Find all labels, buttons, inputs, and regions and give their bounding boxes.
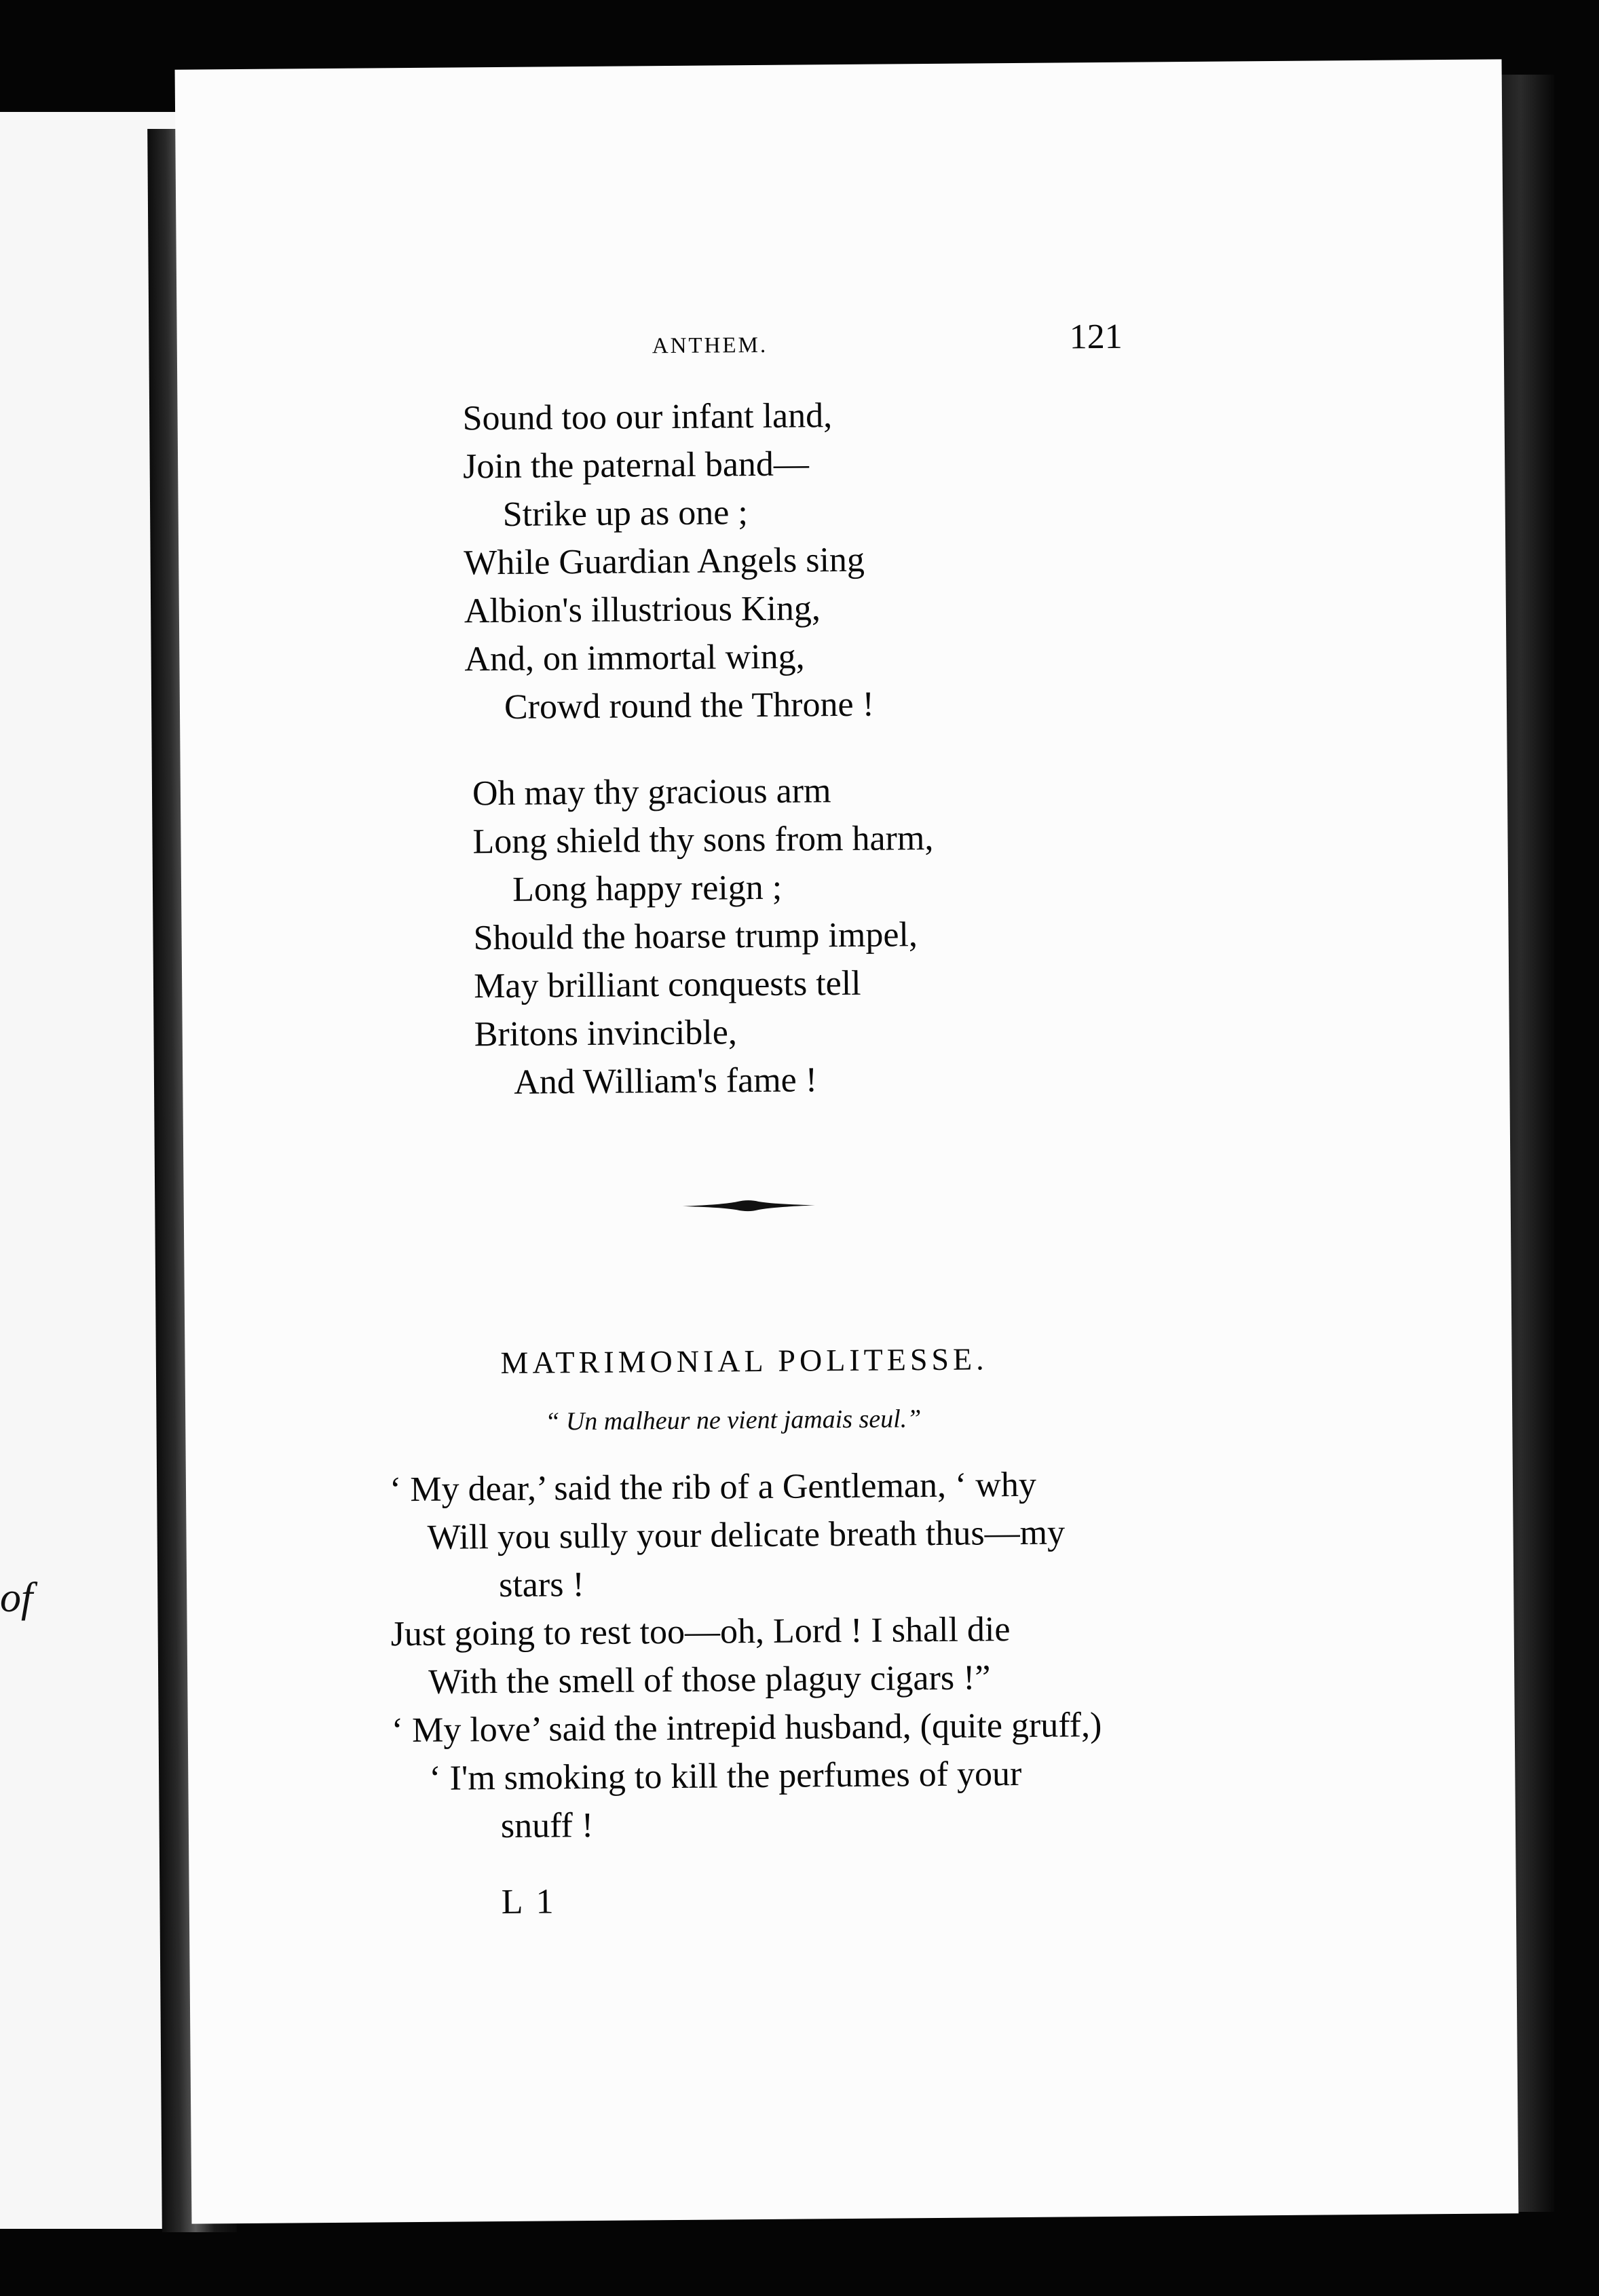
verse-line: Just going to rest too—oh, Lord ! I shall die: [390, 1610, 1011, 1654]
verse-line: Long shield thy sons from harm,: [472, 818, 934, 862]
epigraph: “ Un malheur ne vient jamais seul.”: [545, 1404, 922, 1436]
verse-line: Strike up as one ;: [502, 493, 749, 534]
verse-line: stars !: [498, 1565, 584, 1605]
page-number: 121: [1069, 317, 1123, 357]
verse-line: Albion's illustrious King,: [464, 589, 821, 631]
tapered-rule-ornament: [683, 1198, 815, 1214]
signature-mark: L 1: [501, 1882, 557, 1922]
verse-line: With the smell of those plaguy cigars !”: [428, 1658, 991, 1702]
verse-line: May brilliant conquests tell: [473, 963, 861, 1006]
verse-line: Should the hoarse trump impel,: [473, 915, 918, 958]
verse-line: Join the paternal band—: [462, 444, 810, 486]
running-head: ANTHEM.: [652, 332, 768, 359]
verse-line: ‘ My love’ said the intrepid husband, (quite gruff,): [391, 1706, 1102, 1750]
verse-line: snuff !: [500, 1805, 594, 1846]
verse-line: While Guardian Angels sing: [464, 540, 865, 583]
verse-line: And William's fame !: [514, 1060, 818, 1102]
poem-title: MATRIMONIAL POLITESSE.: [500, 1341, 988, 1381]
verse-line: Long happy reign ;: [512, 868, 783, 909]
verse-line: Oh may thy gracious arm: [472, 771, 831, 814]
right-page: [175, 59, 1519, 2223]
verse-line: Will you sully your delicate breath thus—my: [427, 1513, 1066, 1557]
verse-line: ‘ My dear,’ said the rib of a Gentleman, ‘ why: [389, 1465, 1037, 1510]
verse-line: Crowd round the Throne !: [504, 685, 875, 727]
verse-line: Britons invincible,: [474, 1013, 738, 1054]
verse-line: Sound too our infant land,: [462, 396, 833, 438]
verse-line: ‘ I'm smoking to kill the perfumes of your: [429, 1755, 1022, 1798]
left-page-fragment: of: [0, 1575, 33, 1621]
verse-line: And, on immortal wing,: [464, 637, 805, 679]
